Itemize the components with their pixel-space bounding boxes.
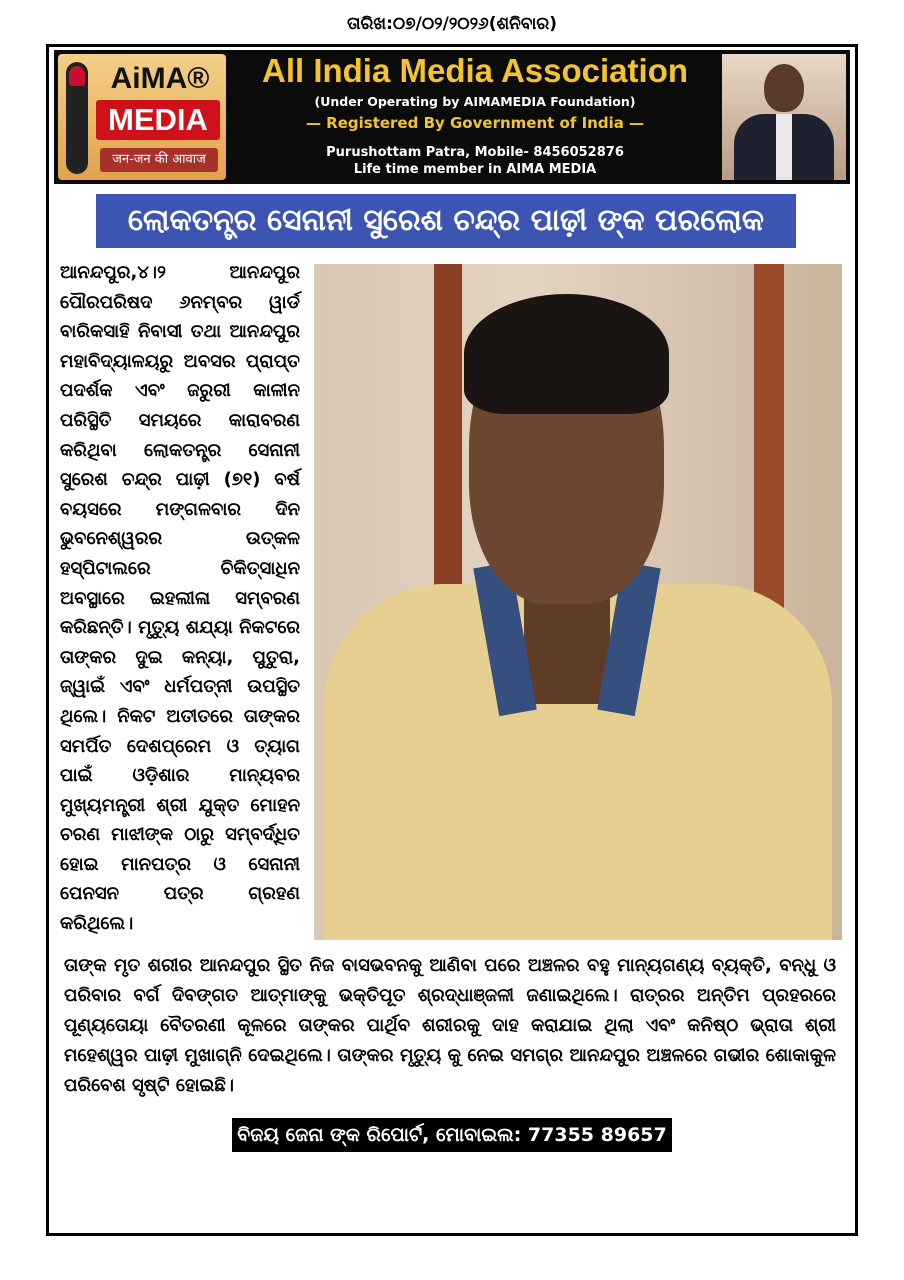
article-column-text: ଆନନ୍ଦପୁର,୪।୨ ଆନନ୍ଦପୁର ପୌରପରିଷଦ ୬ନମ୍ବର ୱାର୍ଡ ବାରିକସାହି ନିବାସୀ ତଥା ଆନନ୍ଦପୁର ମହାବିଦ୍ୟାଳୟରୁ ଅବସର ପ୍ରାପ୍ତ ପଦର୍ଶକ ଏବଂ ଜରୁରୀ କାଳୀନ ପରିସ୍ଥିତି ସମୟରେ କାରାବରଣ କରିଥିବା ଲୋକତନ୍ତ୍ର ସେନାନୀ ସୁରେଶ ଚନ୍ଦ୍ର ପାଢ଼ୀ (୭୧) ବର୍ଷ ବୟସରେ ମଙ୍ଗଳବାର ଦିନ ଭୁବନେଶ୍ୱରର ଉତ୍କଳ ହସ୍ପିଟାଲରେ ଚିକିତ୍ସାଧିନ ଅବସ୍ଥାରେ ଇହଲୀଳା ସମ୍ବରଣ କରିଛନ୍ତି। ମୃତ୍ୟୁ ଶଯ୍ୟା ନିକଟରେ ତାଙ୍କର ଦୁଇ କନ୍ୟା, ପୁତୁରା, ଜ୍ୱାଇଁ ଏବଂ ଧର୍ମପତ୍ନୀ ଉପସ୍ଥିତ ଥିଲେ। ନିକଟ ଅତୀତରେ ତାଙ୍କର ସମର୍ପିତ ଦେଶପ୍ରେମ ଓ ତ୍ୟାଗ ପାଇଁ ଓଡ଼ିଶାର ମାନ୍ୟବର ମୁଖ୍ୟମନ୍ତ୍ରୀ ଶ୍ରୀ ଯୁକ୍ତ ମୋହନ ଚରଣ ମାଝୀଙ୍କ ଠାରୁ ସମ୍ବର୍ଦ୍ଧିତ ହୋଇ ମାନପତ୍ର ଓ ସେନାନୀ ପେନସନ ପତ୍ର ଗ୍ରହଣ କରିଥିଲେ। bbox=[60, 262, 300, 935]
reporter-photo bbox=[722, 54, 846, 180]
deceased-photo bbox=[314, 264, 842, 940]
banner-contact-block bbox=[232, 144, 718, 178]
reporter-head bbox=[764, 64, 804, 112]
logo-media-text: MEDIA bbox=[96, 100, 220, 140]
date-line: ତାରିଖ:୦୭/୦୨/୨୦୨୬(ଶନିବାର) bbox=[347, 14, 557, 34]
logo-tagline: जन-जन की आवाज bbox=[100, 148, 218, 172]
photo-hair bbox=[464, 294, 669, 414]
article-paragraph-2: ତାଙ୍କ ମୃତ ଶରୀର ଆନନ୍ଦପୁର ସ୍ଥିତ ନିଜ ବାସଭବନକୁ ଆଣିବା ପରେ ଅଞ୍ଚଳର ବହୁ ମାନ୍ୟଗଣ୍ୟ ବ୍ୟକ୍ତି, ବନ୍ଧୁ ଓ ପରିବାର ବର୍ଗ ଦିବଙ୍ଗତ ଆତ୍ମାଙ୍କୁ ଭକ୍ତିପୂତ ଶ୍ରଦ୍ଧାଞ୍ଜଳୀ ଜଣାଇଥିଲେ। ରାତ୍ରର ଅନ୍ତିମ ପ୍ରହରରେ ପୂଣ୍ୟତୋୟା ବୈତରଣୀ କୂଳରେ ତାଙ୍କର ପାର୍ଥିବ ଶରୀରକୁ ଦାହ କରାଯାଇ ଥିଲା ଏବଂ କନିଷ୍ଠ ଭ୍ରାତା ଶ୍ରୀ ମହେଶ୍ୱର ପାଢ଼ୀ ମୁଖାଗ୍ନି ଦେଇଥିଲେ। ତାଙ୍କର ମୃତ୍ୟୁ କୁ ନେଇ ସମଗ୍ର ଆନନ୍ଦପୁର ଅଞ୍ଚଳରେ ଗଭୀର ଶୋକାକୁଳ ପରିବେଶ ସୃଷ୍ଟି ହୋଇଛି। bbox=[64, 955, 836, 1096]
logo-aima-text: AiMA® bbox=[110, 62, 210, 95]
aima-media-logo bbox=[58, 54, 226, 180]
microphone-head-icon bbox=[69, 66, 85, 86]
banner-subtitle: (Under Operating by AIMAMEDIA Foundation) bbox=[314, 94, 636, 109]
banner-contact: Purushottam Patra, Mobile- 8456052876 bbox=[326, 145, 624, 160]
header-banner bbox=[54, 50, 850, 184]
headline: ଲୋକତନ୍ତ୍ର ସେନାନୀ ସୁରେଶ ଚନ୍ଦ୍ର ପାଢ଼ୀ ଙ୍କ ପରଲୋକ bbox=[96, 194, 796, 248]
reporter-shirt bbox=[776, 114, 792, 180]
banner-registered: — Registered By Government of India — bbox=[305, 114, 645, 132]
report-credit: ବିଜୟ ଜେନା ଙ୍କ ରିପୋର୍ଟ, ମୋବାଇଲ: 77355 89657 bbox=[232, 1118, 672, 1152]
banner-title: All India Media Association bbox=[261, 52, 689, 89]
banner-membership: Life time member in AIMA MEDIA bbox=[353, 162, 597, 177]
